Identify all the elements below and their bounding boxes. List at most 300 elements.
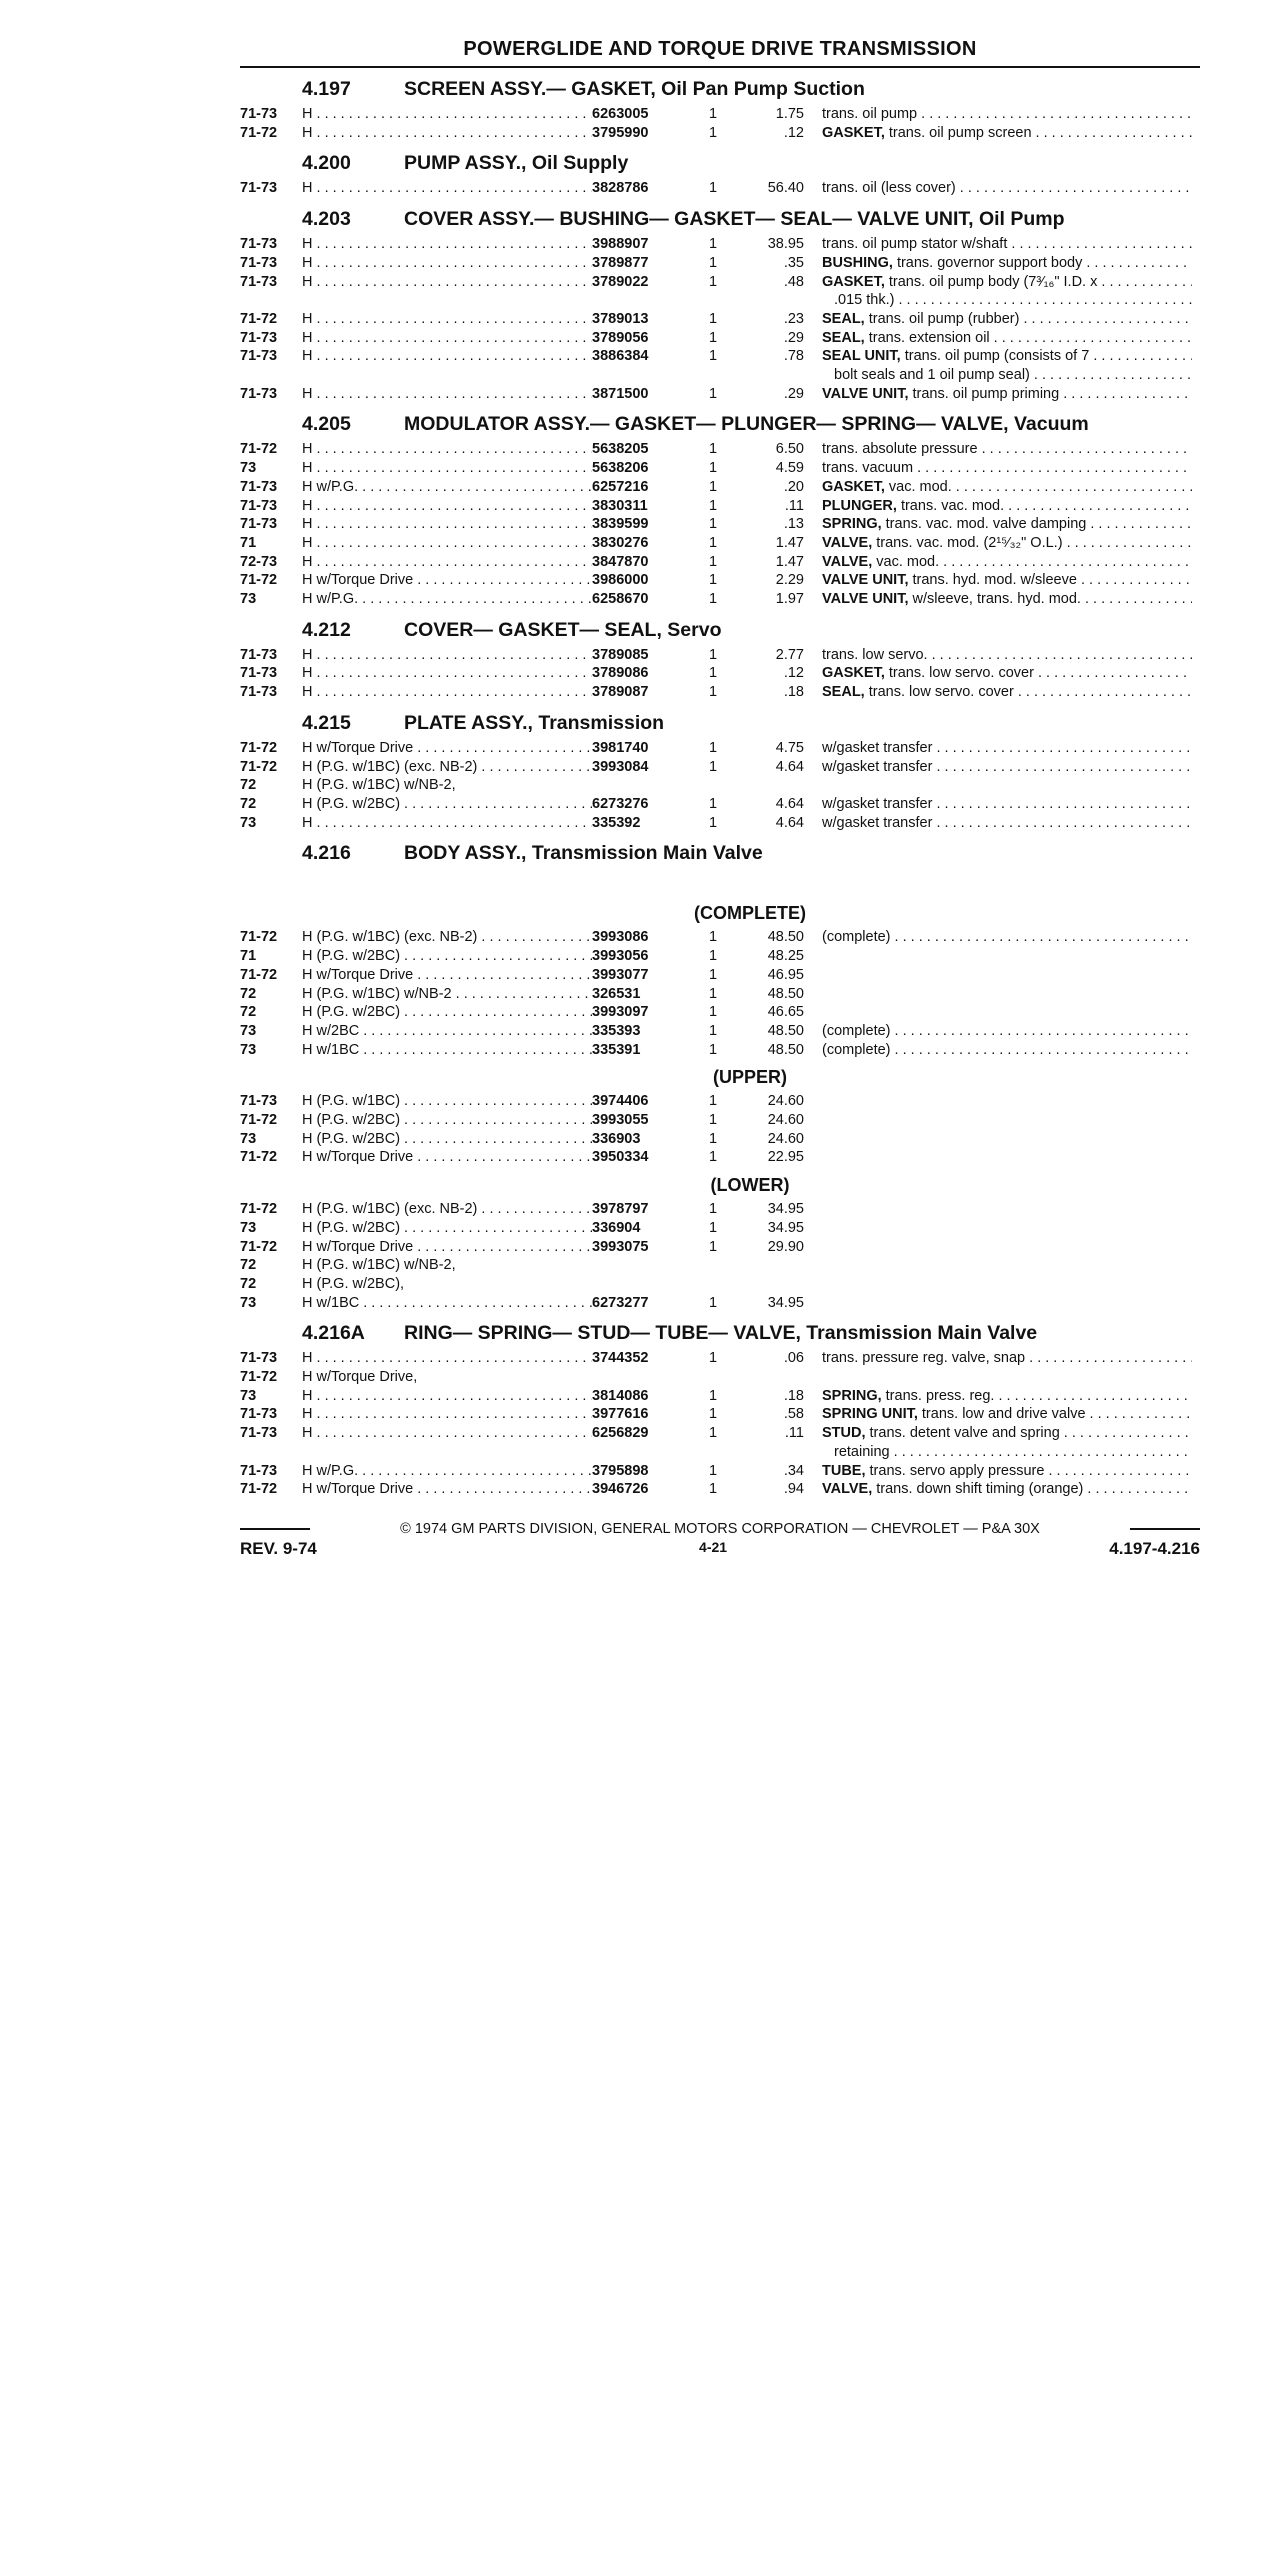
part-number-cell: 6273276 — [592, 795, 649, 812]
year-cell: 71-72 — [240, 929, 278, 946]
year-cell: 71 — [240, 534, 257, 551]
year-cell: 71-73 — [240, 478, 278, 495]
description-keyword: VALVE, — [822, 534, 873, 551]
quantity-cell: 1 — [708, 1219, 718, 1236]
quantity-cell: 1 — [708, 236, 718, 253]
part-number-cell: 3978797 — [592, 1201, 649, 1218]
description-cell — [822, 590, 1192, 609]
quantity-cell: 1 — [708, 497, 718, 514]
model-cell: H (P.G. w/1BC) w/NB-2 . . . — [302, 985, 592, 1004]
description-cell — [822, 1480, 1192, 1499]
description-line — [822, 553, 1192, 572]
table-row — [240, 553, 1200, 572]
description-cell — [822, 1041, 1192, 1060]
description-line — [822, 590, 1192, 609]
table-row — [240, 235, 1200, 254]
quantity-cell: 1 — [708, 106, 718, 122]
description-cell — [822, 310, 1192, 329]
model-cell: H w/1BC . . . — [302, 1041, 592, 1060]
part-number-cell: 3993055 — [592, 1112, 649, 1129]
part-number-cell: 6263005 — [592, 106, 649, 122]
year-cell: 71-73 — [240, 646, 278, 663]
footer — [240, 1521, 1200, 1537]
quantity-cell: 1 — [708, 385, 718, 402]
model-cell: H . . . — [302, 1387, 592, 1406]
year-cell: 72 — [240, 1257, 257, 1274]
description-line — [822, 758, 1192, 777]
part-number-cell: 3789056 — [592, 329, 649, 346]
group-heading: (COMPLETE) — [694, 903, 806, 924]
quantity-cell: 1 — [708, 553, 718, 570]
model-cell: H . . . — [302, 273, 592, 292]
model-cell: H (P.G. w/2BC) . . . — [302, 1003, 592, 1022]
year-cell: 73 — [240, 1387, 257, 1404]
table-row — [240, 1003, 1200, 1022]
description-text: trans. low and drive valve — [921, 1406, 1086, 1423]
section-number: 4.212 — [302, 618, 351, 641]
price-cell: 56.40 — [767, 180, 804, 197]
price-cell: 1.47 — [775, 534, 804, 551]
year-cell: 71-73 — [240, 684, 278, 701]
table-row — [240, 534, 1200, 553]
description-line — [822, 105, 1192, 124]
part-number-cell: 6257216 — [592, 478, 649, 495]
year-cell: 71-73 — [240, 665, 278, 682]
description-keyword: VALVE, — [822, 553, 873, 570]
page-title: POWERGLIDE AND TORQUE DRIVE TRANSMISSION — [240, 38, 1200, 68]
part-number-cell: 6258670 — [592, 591, 649, 608]
description-keyword: GASKET, — [822, 478, 885, 495]
quantity-cell: 1 — [708, 310, 718, 327]
model-cell: H (P.G. w/2BC) . . . — [302, 795, 592, 814]
part-number-cell: 3830311 — [592, 497, 648, 514]
description-keyword: SEAL UNIT, — [822, 348, 901, 365]
quantity-cell: 1 — [708, 1294, 718, 1311]
description-text: trans. vacuum — [822, 460, 914, 477]
year-cell: 73 — [240, 1130, 257, 1147]
description-line — [822, 928, 1192, 947]
part-number-cell: 3795990 — [592, 124, 649, 141]
price-cell: 2.77 — [775, 646, 804, 663]
quantity-cell: 1 — [708, 460, 718, 477]
section-title: BODY ASSY., Transmission Main Valve — [404, 842, 763, 865]
quantity-cell: 1 — [708, 273, 718, 290]
price-cell: 22.95 — [767, 1149, 804, 1166]
description-keyword: SEAL, — [822, 329, 865, 346]
description-line — [822, 1405, 1192, 1424]
table-row — [240, 1462, 1200, 1481]
price-cell: 38.95 — [767, 236, 804, 253]
year-cell: 71-73 — [240, 180, 278, 197]
part-number-cell: 3993097 — [592, 1004, 649, 1021]
model-cell: H . . . — [302, 310, 592, 329]
quantity-cell: 1 — [708, 1387, 718, 1404]
section-number: 4.215 — [302, 711, 351, 734]
quantity-cell: 1 — [708, 966, 718, 983]
part-number-cell: 336903 — [592, 1130, 641, 1147]
model-cell: H . . . — [302, 1349, 592, 1368]
quantity-cell: 1 — [708, 758, 718, 775]
description-cell — [822, 478, 1192, 497]
description-line — [822, 1387, 1192, 1406]
price-cell: 34.95 — [767, 1219, 804, 1236]
description-cell — [822, 179, 1192, 198]
table-row — [240, 758, 1200, 777]
description-line — [822, 235, 1192, 254]
part-number-cell: 3977616 — [592, 1406, 649, 1423]
quantity-cell: 1 — [708, 1041, 718, 1058]
model-cell: H . . . — [302, 124, 592, 143]
description-keyword: VALVE UNIT, — [822, 591, 909, 608]
footer-page-number: 4-21 — [699, 1538, 728, 1555]
description-keyword: SEAL, — [822, 684, 865, 701]
year-cell: 71-72 — [240, 1238, 278, 1255]
year-cell: 71-73 — [240, 348, 278, 365]
description-cell — [822, 1462, 1192, 1481]
model-cell: H w/P.G. . . . — [302, 478, 592, 497]
part-number-cell: 336904 — [592, 1219, 641, 1236]
year-cell: 73 — [240, 1041, 257, 1058]
price-cell: 48.50 — [767, 1041, 804, 1058]
description-cell — [822, 347, 1192, 384]
quantity-cell: 1 — [708, 985, 718, 1002]
quantity-cell: 1 — [708, 684, 718, 701]
table-row — [240, 683, 1200, 702]
price-cell: 6.50 — [775, 441, 804, 458]
description-text: w/gasket transfer — [822, 739, 933, 756]
price-cell: .20 — [783, 478, 804, 495]
part-number-cell: 335393 — [592, 1022, 641, 1039]
quantity-cell: 1 — [708, 739, 718, 756]
description-keyword: VALVE, — [822, 1481, 873, 1498]
quantity-cell: 1 — [708, 348, 718, 365]
quantity-cell: 1 — [708, 124, 718, 141]
price-cell: 34.95 — [767, 1294, 804, 1311]
part-number-cell: 3789013 — [592, 310, 649, 327]
description-line — [822, 814, 1192, 833]
model-cell: H w/Torque Drive . . . — [302, 739, 592, 758]
footer-copyright: © 1974 GM PARTS DIVISION, GENERAL MOTORS CORPORATION — CHEVROLET — P&A 30X — [400, 1520, 1040, 1537]
model-cell: H (P.G. w/1BC) . . . — [302, 1092, 592, 1111]
quantity-cell: 1 — [708, 329, 718, 346]
price-cell: 4.64 — [775, 795, 804, 812]
section-heading — [240, 152, 1200, 175]
year-cell: 73 — [240, 1294, 257, 1311]
model-cell: H . . . — [302, 235, 592, 254]
description-keyword: GASKET, — [822, 124, 885, 141]
quantity-cell: 1 — [708, 1149, 718, 1166]
model-cell: H w/Torque Drive . . . — [302, 1238, 592, 1257]
price-cell: .94 — [783, 1481, 804, 1498]
part-number-cell: 3789022 — [592, 273, 649, 290]
description-cell — [822, 1424, 1192, 1461]
description-text: trans. governor support body — [896, 254, 1083, 271]
description-text: trans. pressure reg. valve, snap — [822, 1350, 1026, 1367]
description-cell — [822, 1022, 1192, 1041]
year-cell: 72 — [240, 795, 257, 812]
description-cell — [822, 235, 1192, 254]
section-heading — [240, 208, 1200, 231]
model-cell: H . . . — [302, 1424, 592, 1443]
model-cell: H (P.G. w/2BC) . . . — [302, 1130, 592, 1149]
part-number-cell: 335391 — [592, 1041, 641, 1058]
model-cell: H w/Torque Drive, — [302, 1369, 418, 1386]
description-text: retaining — [834, 1443, 890, 1460]
table-row — [240, 646, 1200, 665]
description-text: trans. low servo. cover — [888, 665, 1034, 682]
table-row — [240, 515, 1200, 534]
description-cell — [822, 440, 1192, 459]
section-heading — [240, 413, 1200, 436]
description-cell — [822, 1349, 1192, 1368]
section-heading — [240, 1322, 1200, 1345]
description-text: (complete) — [822, 929, 891, 946]
table-row — [240, 310, 1200, 329]
part-number-cell: 3847870 — [592, 553, 649, 570]
footer-range: 4.197-4.216 — [1109, 1538, 1200, 1558]
description-keyword: GASKET, — [822, 273, 885, 290]
year-cell: 71-73 — [240, 106, 278, 122]
quantity-cell: 1 — [708, 646, 718, 663]
part-number-cell: 3789086 — [592, 665, 649, 682]
price-cell: 2.29 — [775, 572, 804, 589]
part-number-cell: 3830276 — [592, 534, 649, 551]
price-cell: .48 — [783, 273, 804, 290]
quantity-cell: 1 — [708, 948, 718, 965]
footer-rule-left — [240, 1528, 310, 1530]
price-cell: 1.97 — [775, 591, 804, 608]
description-keyword: GASKET, — [822, 665, 885, 682]
description-text: trans. down shift timing (orange) — [876, 1481, 1084, 1498]
description-line — [822, 534, 1192, 553]
price-cell: 24.60 — [767, 1130, 804, 1147]
price-cell: 29.90 — [767, 1238, 804, 1255]
section-heading — [240, 78, 1200, 101]
price-cell: .11 — [784, 497, 804, 514]
description-text: trans. vac. mod. — [900, 497, 1005, 514]
table-row — [240, 459, 1200, 478]
table-row — [240, 1405, 1200, 1424]
price-cell: .29 — [783, 385, 804, 402]
section-title: COVER ASSY.— BUSHING— GASKET— SEAL— VALVE UNIT, Oil Pump — [404, 208, 1065, 231]
price-cell: .12 — [783, 665, 804, 682]
model-cell: H w/Torque Drive . . . — [302, 571, 592, 590]
description-text: trans. press. reg. — [885, 1387, 995, 1404]
description-cell — [822, 553, 1192, 572]
part-number-cell: 3946726 — [592, 1481, 649, 1498]
description-line — [822, 1041, 1192, 1060]
year-cell: 71-73 — [240, 236, 278, 253]
model-cell: H (P.G. w/2BC) . . . — [302, 1219, 592, 1238]
quantity-cell: 1 — [708, 1201, 718, 1218]
description-line — [822, 459, 1192, 478]
final-section — [240, 1322, 1200, 1499]
model-cell: H . . . — [302, 497, 592, 516]
year-cell: 73 — [240, 814, 257, 831]
table-row — [240, 1256, 1200, 1275]
part-number-cell: 3993056 — [592, 948, 649, 965]
description-text: trans. oil pump screen — [888, 124, 1032, 141]
year-cell: 71-72 — [240, 1112, 278, 1129]
table-row — [240, 814, 1200, 833]
quantity-cell: 1 — [708, 1112, 718, 1129]
year-cell: 71-73 — [240, 273, 278, 290]
year-cell: 73 — [240, 1022, 257, 1039]
description-line — [822, 646, 1192, 665]
table-row — [240, 1041, 1200, 1060]
table-row — [240, 105, 1200, 124]
quantity-cell: 1 — [708, 1004, 718, 1021]
section-title: MODULATOR ASSY.— GASKET— PLUNGER— SPRING— VALVE, Vacuum — [404, 413, 1089, 436]
description-line — [822, 1349, 1192, 1368]
description-line — [822, 273, 1192, 292]
quantity-cell: 1 — [708, 1238, 718, 1255]
year-cell: 71-72 — [240, 739, 278, 756]
section-number: 4.200 — [302, 152, 351, 175]
sections-container — [240, 78, 1200, 865]
model-cell: H w/Torque Drive . . . — [302, 966, 592, 985]
quantity-cell: 1 — [708, 795, 718, 812]
description-text: trans. vac. mod. valve damping — [885, 516, 1087, 533]
year-cell: 71-72 — [240, 572, 278, 589]
table-row — [240, 497, 1200, 516]
description-line — [822, 664, 1192, 683]
description-line — [822, 1424, 1192, 1443]
model-cell: H . . . — [302, 385, 592, 404]
model-cell: H (P.G. w/1BC) (exc. NB-2) . . . — [302, 758, 592, 777]
table-row — [240, 1349, 1200, 1368]
table-row — [240, 329, 1200, 348]
group-heading: (UPPER) — [712, 1067, 787, 1088]
price-cell: .58 — [783, 1406, 804, 1423]
description-text: (complete) — [822, 1022, 891, 1039]
description-line — [822, 179, 1192, 198]
description-line — [822, 739, 1192, 758]
description-line — [822, 497, 1192, 516]
table-row — [240, 1092, 1200, 1111]
year-cell: 71-73 — [240, 516, 278, 533]
price-cell: 24.60 — [767, 1093, 804, 1110]
table-row — [240, 1294, 1200, 1313]
part-number-cell: 3789877 — [592, 254, 649, 271]
model-cell: H . . . — [302, 179, 592, 198]
year-cell: 71-72 — [240, 966, 278, 983]
description-keyword: TUBE, — [822, 1462, 866, 1479]
year-cell: 71-73 — [240, 1406, 278, 1423]
description-cell — [822, 497, 1192, 516]
table-row — [240, 571, 1200, 590]
description-line — [822, 329, 1192, 348]
table-row — [240, 179, 1200, 198]
description-cell — [822, 1387, 1192, 1406]
part-number-cell: 3986000 — [592, 572, 649, 589]
description-line — [822, 571, 1192, 590]
year-cell: 71-73 — [240, 1350, 278, 1367]
table-row — [240, 1387, 1200, 1406]
quantity-cell: 1 — [708, 180, 718, 197]
year-cell: 72 — [240, 1275, 257, 1292]
description-keyword: VALVE UNIT, — [822, 572, 909, 589]
quantity-cell: 1 — [708, 516, 718, 533]
model-cell: H (P.G. w/1BC) (exc. NB-2) . . . — [302, 928, 592, 947]
description-cell — [822, 534, 1192, 553]
year-cell: 71-72 — [240, 1369, 278, 1386]
description-line — [822, 347, 1192, 366]
description-keyword: VALVE UNIT, — [822, 385, 909, 402]
part-number-cell: 3839599 — [592, 516, 649, 533]
part-number-cell: 3789085 — [592, 646, 649, 663]
price-cell: .23 — [783, 310, 804, 327]
description-text: trans. low servo. cover — [868, 684, 1014, 701]
section-number: 4.197 — [302, 78, 351, 100]
part-number-cell: 5638206 — [592, 460, 649, 477]
part-number-cell: 3828786 — [592, 180, 649, 197]
description-cell — [822, 814, 1192, 833]
quantity-cell: 1 — [708, 441, 718, 458]
description-text: w/gasket transfer — [822, 795, 933, 812]
price-cell: .78 — [783, 348, 804, 365]
description-cell — [822, 273, 1192, 310]
footer-bottom — [240, 1539, 1200, 1559]
price-cell: 48.50 — [767, 1022, 804, 1039]
year-cell: 72-73 — [240, 553, 278, 570]
description-line — [822, 440, 1192, 459]
price-cell: 4.64 — [775, 814, 804, 831]
table-row — [240, 478, 1200, 497]
model-cell: H (P.G. w/2BC) . . . — [302, 947, 592, 966]
model-cell: H (P.G. w/2BC), — [302, 1275, 405, 1292]
description-cell — [822, 515, 1192, 534]
model-cell: H . . . — [302, 254, 592, 273]
quantity-cell: 1 — [708, 478, 718, 495]
price-cell: .18 — [783, 684, 804, 701]
part-number-cell: 3795898 — [592, 1462, 649, 1479]
description-cell — [822, 385, 1192, 404]
table-row — [240, 739, 1200, 758]
description-text: trans. oil pump (rubber) — [868, 310, 1020, 327]
description-keyword: SEAL, — [822, 310, 865, 327]
description-text: bolt seals and 1 oil pump seal) — [834, 367, 1030, 384]
year-cell: 71-73 — [240, 329, 278, 346]
part-number-cell: 3993084 — [592, 758, 649, 775]
description-keyword: BUSHING, — [822, 254, 893, 271]
description-continuation — [822, 1443, 1192, 1462]
description-cell — [822, 928, 1192, 947]
price-cell: .34 — [783, 1462, 804, 1479]
price-cell: 46.95 — [767, 966, 804, 983]
section-number: 4.205 — [302, 413, 351, 436]
description-text: trans. detent valve and spring — [869, 1425, 1060, 1442]
description-text: trans. hyd. mod. w/sleeve — [912, 572, 1077, 589]
model-cell: H (P.G. w/1BC) w/NB-2, — [302, 1257, 456, 1274]
year-cell: 71-73 — [240, 1462, 278, 1479]
description-cell — [822, 1405, 1192, 1424]
model-cell: H . . . — [302, 683, 592, 702]
section-number: 4.216A — [302, 1322, 365, 1345]
year-cell: 71-72 — [240, 310, 278, 327]
description-line — [822, 515, 1192, 534]
description-line — [822, 254, 1192, 273]
table-row — [240, 1238, 1200, 1257]
description-text: trans. oil pump body (7³⁄₁₆" I.D. x — [888, 273, 1098, 290]
model-cell: H w/Torque Drive . . . — [302, 1480, 592, 1499]
description-text: (complete) — [822, 1041, 891, 1058]
model-cell: H (P.G. w/2BC) . . . — [302, 1111, 592, 1130]
part-number-cell: 6273277 — [592, 1294, 649, 1311]
table-row — [240, 1480, 1200, 1499]
part-number-cell: 3988907 — [592, 236, 649, 253]
description-cell — [822, 124, 1192, 143]
